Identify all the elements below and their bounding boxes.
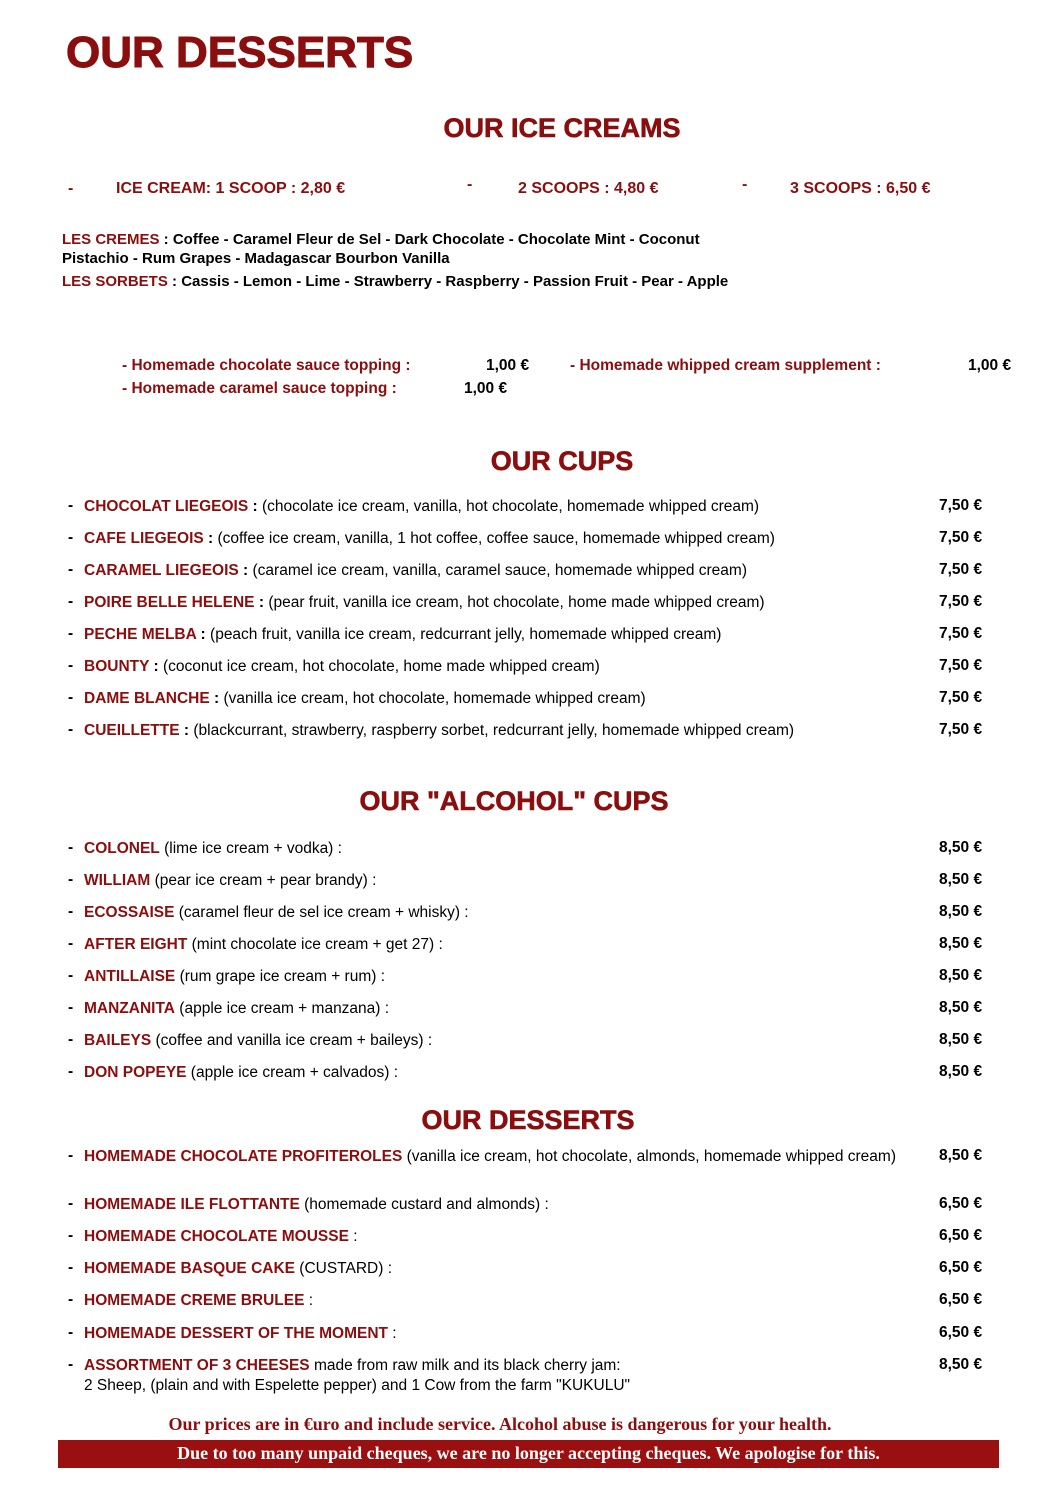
menu-item-name: HOMEMADE CHOCOLATE MOUSSE — [84, 1228, 349, 1245]
menu-item-price: 8,50 € — [939, 935, 983, 952]
bullet-dash: - — [68, 935, 74, 952]
menu-item-description: (coffee ice cream, vanilla, 1 hot coffee, coffee sauce, homemade whipped cream) — [217, 530, 775, 547]
bullet-dash: - — [68, 689, 74, 706]
menu-item-name: MANZANITA — [84, 1000, 175, 1017]
topping-whipped-label: - Homemade whipped cream supplement : — [570, 357, 881, 374]
cremes-line — [62, 231, 700, 248]
cremes-label: LES CREMES — [62, 231, 160, 248]
menu-item-text — [84, 657, 924, 677]
bullet-dash: - — [68, 657, 74, 674]
cremes-flavors: : Coffee - Caramel Fleur de Sel - Dark Chocolate - Chocolate Mint - Coconut — [159, 231, 700, 248]
menu-item-description: (chocolate ice cream, vanilla, hot chocolate, homemade whipped cream) — [261, 498, 760, 515]
menu-item-description: (pear fruit, vanilla ice cream, hot chocolate, home made whipped cream) — [268, 594, 765, 611]
menu-item-name: HOMEMADE BASQUE CAKE — [84, 1260, 295, 1277]
menu-item-price: 6,50 € — [939, 1324, 983, 1341]
bullet-dash: - — [68, 1063, 74, 1080]
section-title-ice-creams: OUR ICE CREAMS — [443, 113, 681, 143]
menu-item-price: 6,50 € — [939, 1291, 983, 1308]
menu-item-text — [84, 625, 924, 645]
menu-item-description: (apple ice cream + calvados) : — [186, 1064, 398, 1081]
menu-item-price: 8,50 € — [939, 999, 983, 1016]
menu-item-separator: : — [248, 498, 262, 515]
menu-item-text — [84, 1356, 924, 1396]
bullet-dash: - — [68, 625, 74, 642]
menu-item-description-continued: 2 Sheep, (plain and with Espelette pepper) and 1 Cow from the farm "KUKULU" — [84, 1377, 631, 1394]
bullet-dash: - — [68, 1356, 74, 1373]
sorbets-label: LES SORBETS — [62, 273, 168, 290]
section-title-alcohol-cups: OUR "ALCOHOL" CUPS — [359, 786, 669, 816]
menu-item-description: : — [304, 1292, 314, 1309]
menu-item-description: (coffee and vanilla ice cream + baileys) : — [151, 1032, 433, 1049]
menu-item-price: 7,50 € — [939, 529, 983, 546]
menu-item-name: ASSORTMENT OF 3 CHEESES — [84, 1357, 310, 1374]
menu-item-description: (blackcurrant, strawberry, raspberry sorbet, redcurrant jelly, homemade whipped cream) — [193, 722, 795, 739]
scoop-dash: - — [742, 176, 748, 193]
menu-item-description: (peach fruit, vanilla ice cream, redcurrant jelly, homemade whipped cream) — [210, 626, 722, 643]
menu-item-price: 8,50 € — [939, 1063, 983, 1080]
bullet-dash: - — [68, 967, 74, 984]
menu-item-description: (coconut ice cream, hot chocolate, home made whipped cream) — [162, 658, 600, 675]
bullet-dash: - — [68, 839, 74, 856]
menu-item-price: 7,50 € — [939, 657, 983, 674]
menu-item-separator: : — [179, 722, 194, 739]
bullet-dash: - — [68, 1259, 74, 1276]
bullet-dash: - — [68, 1324, 74, 1341]
scoop-price-1: ICE CREAM: 1 SCOOP : 2,80 € — [116, 180, 346, 197]
scoop-price-3: 3 SCOOPS : 6,50 € — [790, 180, 931, 197]
cremes-flavors-continued: Pistachio - Rum Grapes - Madagascar Bourbon Vanilla — [62, 250, 450, 267]
scoop-price-2: 2 SCOOPS : 4,80 € — [518, 180, 659, 197]
menu-item-name: DON POPEYE — [84, 1064, 187, 1081]
menu-item-price: 8,50 € — [939, 1147, 983, 1164]
menu-item-name: HOMEMADE CREME BRULEE — [84, 1292, 305, 1309]
menu-item-separator: : — [149, 658, 163, 675]
bullet-dash: - — [68, 497, 74, 514]
menu-item-text — [84, 1259, 924, 1279]
menu-item-price: 8,50 € — [939, 903, 983, 920]
menu-item-text — [84, 999, 924, 1019]
section-title-cups: OUR CUPS — [490, 446, 634, 476]
menu-item-name: BAILEYS — [84, 1032, 152, 1049]
menu-item-price: 7,50 € — [939, 721, 983, 738]
menu-item-text — [84, 1147, 924, 1167]
menu-item-price: 7,50 € — [939, 497, 983, 514]
menu-item-separator: : — [238, 562, 253, 579]
sorbets-flavors: : Cassis - Lemon - Lime - Strawberry - Raspberry - Passion Fruit - Pear - Apple — [167, 273, 729, 290]
menu-item-name: POIRE BELLE HELENE — [84, 594, 255, 611]
menu-item-name: PECHE MELBA — [84, 626, 197, 643]
menu-item-separator: : — [254, 594, 269, 611]
menu-item-text — [84, 1063, 924, 1083]
menu-item-description: (apple ice cream + manzana) : — [174, 1000, 390, 1017]
menu-item-name: CAFE LIEGEOIS — [84, 530, 204, 547]
menu-item-text — [84, 967, 924, 987]
menu-item-text — [84, 561, 924, 581]
menu-item-price: 6,50 € — [939, 1259, 983, 1276]
menu-item-price: 8,50 € — [939, 839, 983, 856]
menu-item-name: HOMEMADE CHOCOLATE PROFITEROLES — [84, 1148, 403, 1165]
menu-item-text — [84, 903, 924, 923]
menu-item-name: WILLIAM — [84, 872, 151, 889]
topping-chocolate-price: 1,00 € — [486, 357, 530, 374]
menu-item-text — [84, 497, 924, 517]
menu-item-price: 6,50 € — [939, 1195, 983, 1212]
bullet-dash: - — [68, 999, 74, 1016]
price-notice: Our prices are in €uro and include service. Alcohol abuse is dangerous for your health. — [168, 1414, 832, 1434]
menu-item-separator: : — [203, 530, 218, 547]
menu-item-description: (caramel fleur de sel ice cream + whisky) : — [174, 904, 469, 921]
menu-item-description: (mint chocolate ice cream + get 27) : — [187, 936, 443, 953]
menu-item-description: : — [348, 1228, 358, 1245]
menu-item-text — [84, 689, 924, 709]
sorbets-line — [62, 273, 728, 290]
bullet-dash: - — [68, 903, 74, 920]
menu-item-text — [84, 1195, 924, 1215]
menu-item-price: 7,50 € — [939, 625, 983, 642]
menu-item-name: COLONEL — [84, 840, 160, 857]
bullet-dash: - — [68, 1031, 74, 1048]
menu-item-text — [84, 529, 924, 549]
topping-chocolate-label: - Homemade chocolate sauce topping : — [122, 357, 411, 374]
menu-item-price: 8,50 € — [939, 967, 983, 984]
topping-whipped-price: 1,00 € — [968, 357, 1012, 374]
bullet-dash: - — [68, 1195, 74, 1212]
menu-item-description: (pear ice cream + pear brandy) : — [150, 872, 377, 889]
menu-item-name: HOMEMADE ILE FLOTTANTE — [84, 1196, 300, 1213]
cheque-notice-banner: Due to too many unpaid cheques, we are no longer accepting cheques. We apologise for this. — [58, 1440, 999, 1468]
section-title-desserts: OUR DESSERTS — [421, 1105, 635, 1135]
scoop-dash: - — [68, 180, 74, 197]
menu-item-description: (homemade custard and almonds) : — [299, 1196, 549, 1213]
bullet-dash: - — [68, 593, 74, 610]
menu-item-name: BOUNTY — [84, 658, 150, 675]
menu-item-name: CUEILLETTE — [84, 722, 180, 739]
bullet-dash: - — [68, 1291, 74, 1308]
menu-item-separator: : — [196, 626, 211, 643]
topping-caramel-price: 1,00 € — [464, 380, 508, 397]
menu-item-text — [84, 1291, 924, 1311]
menu-item-text — [84, 593, 924, 613]
menu-item-text — [84, 721, 924, 741]
menu-item-description: (vanilla ice cream, hot chocolate, almonds, homemade whipped cream) — [402, 1148, 896, 1165]
bullet-dash: - — [68, 561, 74, 578]
bullet-dash: - — [68, 529, 74, 546]
menu-item-description: (vanilla ice cream, hot chocolate, homemade whipped cream) — [223, 690, 646, 707]
menu-item-price: 8,50 € — [939, 1031, 983, 1048]
menu-item-separator: : — [209, 690, 224, 707]
topping-caramel-label: - Homemade caramel sauce topping : — [122, 380, 397, 397]
menu-item-description: (caramel ice cream, vanilla, caramel sauce, homemade whipped cream) — [252, 562, 747, 579]
menu-item-price: 8,50 € — [939, 1356, 983, 1373]
scoop-dash: - — [467, 176, 473, 193]
menu-item-text — [84, 1227, 924, 1247]
menu-item-description: (rum grape ice cream + rum) : — [175, 968, 386, 985]
menu-item-text — [84, 1031, 924, 1051]
menu-item-price: 7,50 € — [939, 689, 983, 706]
page-title: OUR DESSERTS — [66, 28, 414, 77]
menu-item-price: 8,50 € — [939, 871, 983, 888]
bullet-dash: - — [68, 1227, 74, 1244]
menu-item-text — [84, 871, 924, 891]
menu-item-name: DAME BLANCHE — [84, 690, 210, 707]
bullet-dash: - — [68, 721, 74, 738]
menu-item-text — [84, 839, 924, 859]
menu-item-description: : — [387, 1325, 397, 1342]
bullet-dash: - — [68, 871, 74, 888]
menu-item-name: CARAMEL LIEGEOIS — [84, 562, 239, 579]
bullet-dash: - — [68, 1147, 74, 1164]
menu-item-description: (lime ice cream + vodka) : — [159, 840, 342, 857]
menu-item-price: 6,50 € — [939, 1227, 983, 1244]
menu-item-description: made from raw milk and its black cherry jam: — [309, 1357, 621, 1374]
menu-item-name: AFTER EIGHT — [84, 936, 188, 953]
menu-item-text — [84, 935, 924, 955]
menu-item-name: ECOSSAISE — [84, 904, 175, 921]
menu-item-name: HOMEMADE DESSERT OF THE MOMENT — [84, 1325, 388, 1342]
menu-item-name: CHOCOLAT LIEGEOIS — [84, 498, 249, 515]
menu-item-name: ANTILLAISE — [84, 968, 176, 985]
menu-item-price: 7,50 € — [939, 593, 983, 610]
menu-item-price: 7,50 € — [939, 561, 983, 578]
menu-item-text — [84, 1324, 924, 1344]
menu-item-description: (CUSTARD) : — [294, 1260, 392, 1277]
